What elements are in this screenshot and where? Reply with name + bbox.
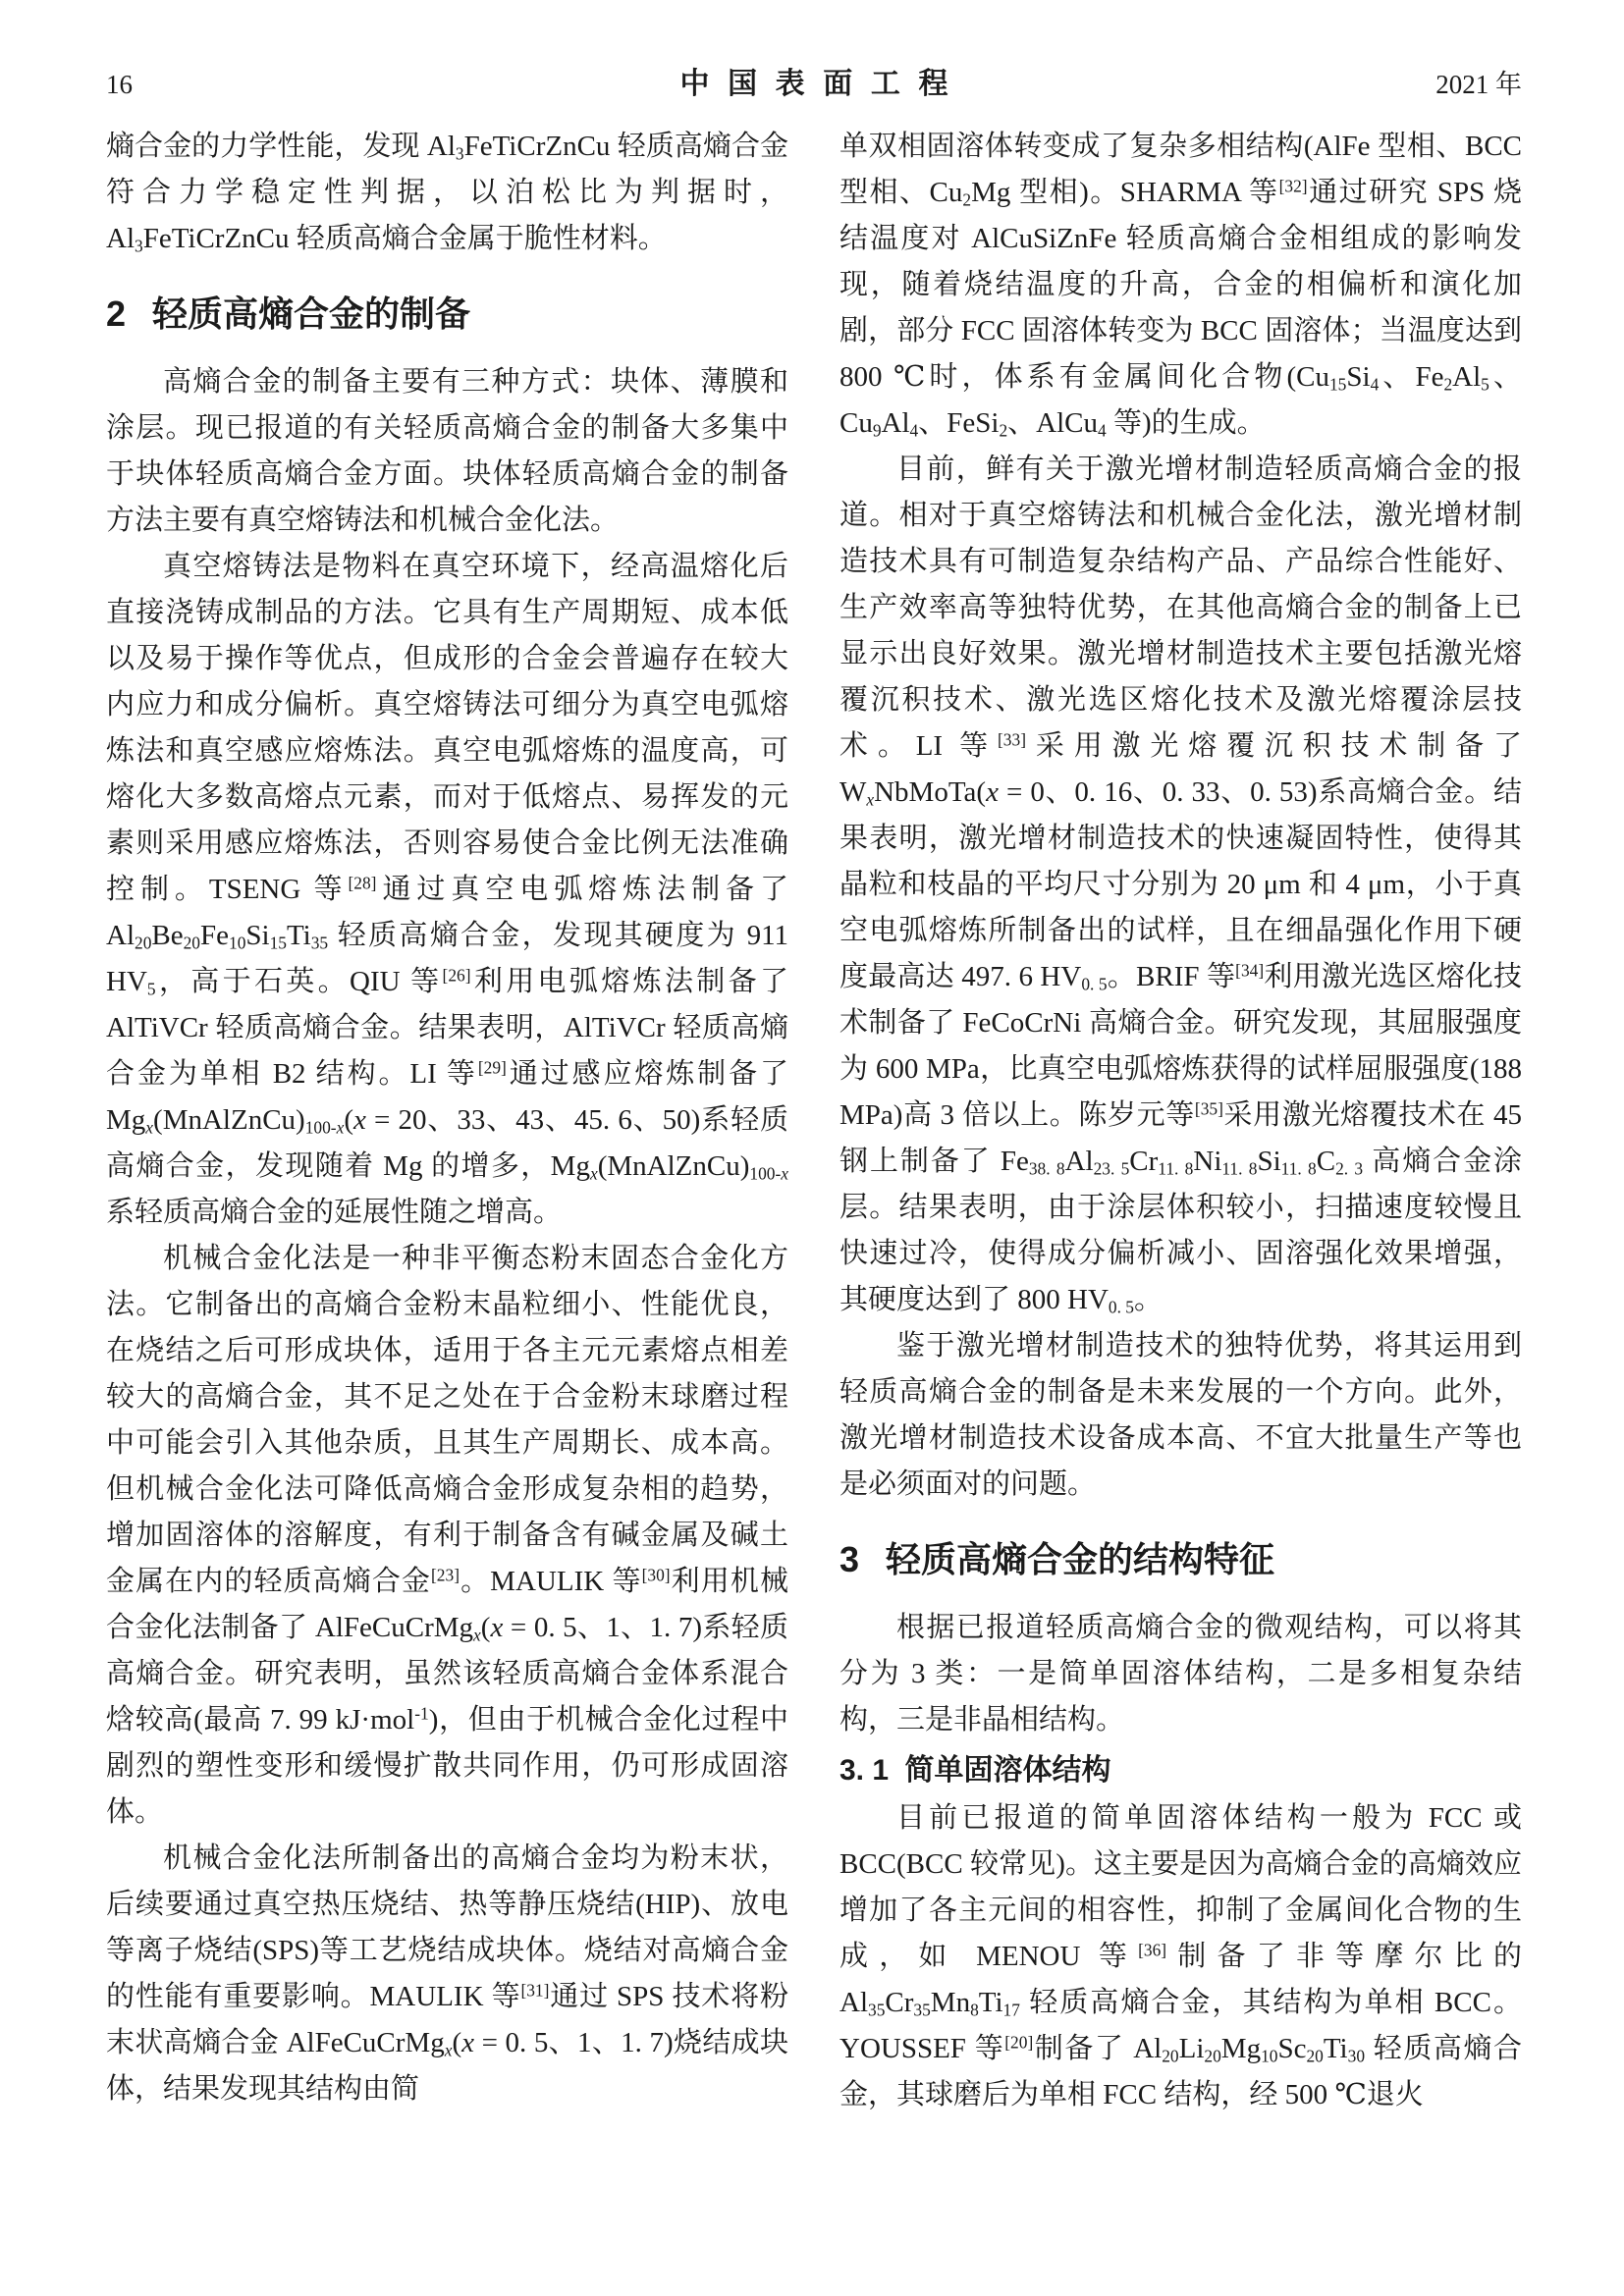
section-heading-2: [106, 292, 788, 336]
paragraph: 机械合金化法所制备出的高熵合金均为粉末状，后续要通过真空热压烧结、热等静压烧结(HIP)、放电等离子烧结(SPS)等工艺烧结成块体。烧结对高熵合金的性能有重要影响。MAULIK 等[31]通过 SPS 技术将粉末状高熵合金 AlFeCuCrMg$_x$(x = 0. 5、1、1. 7)烧结成块体，结果发现其结构由简: [106, 1842, 788, 2105]
two-column-body: [106, 124, 1522, 2118]
section-title: 轻质高熵合金的制备: [152, 294, 471, 334]
paragraph: 熵合金的力学性能，发现 $Al_3FeTiCrZnCu$ 轻质高熵合金符合力学稳定性判据，以泊松比为判据时，$Al_3FeTiCrZnCu$ 轻质高熵合金属于脆性材料。: [106, 131, 788, 256]
paragraph: 目前，鲜有关于激光增材制造轻质高熵合金的报道。相对于真空熔铸法和机械合金化法，激光增材制造技术具有可制造复杂结构产品、产品综合性能好、生产效率高等独特优势，在其他高熵合金的制备上已显示出良好效果。激光增材制造技术主要包括激光熔覆沉积技术、激光选区熔化技术及激光熔覆涂层技术。LI 等[33]采用激光熔覆沉积技术制备了 $W_xNbMoTa(x = 0$、0. 16、0. 33、0. 53)系高熵合金。结果表明，激光增材制造技术的快速凝固特性，使得其晶粒和枝晶的平均尺寸分别为 20 μm 和 4 μm，小于真空电弧熔炼所制备出的试样，且在细晶强化作用下硬度最高达 497. 6 $HV_{0. 5}$。BRIF 等[34]利用激光选区熔化技术制备了 FeCoCrNi 高熵合金。研究发现，其屈服强度为 600 MPa，比真空电弧熔炼获得的试样屈服强度(188 MPa)高 3 倍以上。陈岁元等[35]采用激光熔覆技术在 45 钢上制备了 $Fe_{38. 8}Al_{23. 5}Cr_{11. 8}Ni_{11. 8}Si_{11. 8}C_{2. 3}$ 高熵合金涂层。结果表明，由于涂层体积较小，扫描速度较慢且快速过冷，使得成分偏析减小、固溶强化效果增强，其硬度达到了 800 $HV_{0. 5}$。: [839, 454, 1523, 1317]
subsection-number: 3. 1: [839, 1754, 890, 1787]
paragraph: 鉴于激光增材制造技术的独特优势，将其运用到轻质高熵合金的制备是未来发展的一个方向。此外，激光增材制造技术设备成本高、不宜大批量生产等也是必须面对的问题。: [839, 1330, 1522, 1500]
paragraph: 单双相固溶体转变成了复杂多相结构(AlFe 型相、BCC 型相、$Cu_2Mg$ 型相)。SHARMA 等[32]通过研究 SPS 烧结温度对 AlCuSiZnFe 轻质高熵合金相组成的影响发现，随着烧结温度的升高，合金的相偏析和演化加剧，部分 FCC 固溶体转变为 BCC 固溶体；当温度达到 800 ℃时，体系有金属间化合物($Cu_{15}Si_4$、$Fe_2Al_5$、$Cu_9Al_4$、FeSi$_2$、AlCu$_4$ 等)的生成。: [839, 131, 1523, 441]
subsection-title: 简单固溶体结构: [904, 1754, 1111, 1787]
subsection-heading-3-1: [839, 1747, 1522, 1793]
section-number: 3: [839, 1539, 860, 1579]
page-number: 16: [106, 70, 133, 99]
section-number: 2: [106, 294, 127, 334]
paragraph: 根据已报道轻质高熵合金的微观结构，可以将其分为 3 类：一是简单固溶体结构，二是多相复杂结构，三是非晶相结构。: [839, 1612, 1522, 1735]
right-column: [839, 124, 1522, 2118]
paragraph: 高熵合金的制备主要有三种方式：块体、薄膜和涂层。现已报道的有关轻质高熵合金的制备大多集中于块体轻质高熵合金方面。块体轻质高熵合金的制备方法主要有真空熔铸法和机械合金化法。: [106, 366, 788, 536]
journal-title: 中国表面工程: [679, 68, 967, 100]
paragraph: 目前已报道的简单固溶体结构一般为 FCC 或 BCC(BCC 较常见)。这主要是因为高熵合金的高熵效应增加了各主元间的相容性，抑制了金属间化合物的生成，如 MENOU 等[36]制备了非等摩尔比的 $Al_{35}Cr_{35}Mn_8Ti_{17}$ 轻质高熵合金，其结构为单相 BCC。YOUSSEF 等[20]制备了 $Al_{20}Li_{20}Mg_{10}Sc_{20}Ti_{30}$ 轻质高熵合金，其球磨后为单相 FCC 结构，经 500 ℃退火: [839, 1802, 1522, 2110]
publication-year: 2021 年: [1435, 70, 1522, 99]
page-header: [106, 59, 1522, 102]
paragraph: 机械合金化法是一种非平衡态粉末固态合金化方法。它制备出的高熵合金粉末晶粒细小、性能优良，在烧结之后可形成块体，适用于各主元元素熔点相差较大的高熵合金，其不足之处在于合金粉末球磨过程中可能会引入其他杂质，且其生产周期长、成本高。但机械合金化法可降低高熵合金形成复杂相的趋势，增加固溶体的溶解度，有利于制备含有碱金属及碱土金属在内的轻质高熵合金[23]。MAULIK 等[30]利用机械合金化法制备了 AlFeCuCrMg$_x$(x = 0. 5、1、1. 7)系轻质高熵合金。研究表明，虽然该轻质高熵合金体系混合焓较高(最高 7. 99 kJ·mol$^{-1}$)，但由于机械合金化过程中剧烈的塑性变形和缓慢扩散共同作用，仍可形成固溶体。: [106, 1243, 788, 1828]
left-column: [106, 124, 788, 2118]
section-heading-3: [839, 1537, 1522, 1581]
paragraph: 真空熔铸法是物料在真空环境下，经高温熔化后直接浇铸成制品的方法。它具有生产周期短、成本低以及易于操作等优点，但成形的合金会普遍存在较大内应力和成分偏析。真空熔铸法可细分为真空电弧熔炼法和真空感应熔炼法。真空电弧熔炼的温度高，可熔化大多数高熔点元素，而对于低熔点、易挥发的元素则采用感应熔炼法，否则容易使合金比例无法准确控制。TSENG 等[28]通过真空电弧熔炼法制备了 $Al_{20}Be_{20}Fe_{10}Si_{15}Ti_{35}$ 轻质高熵合金，发现其硬度为 911 $HV_5$，高于石英。QIU 等[26]利用电弧熔炼法制备了 AlTiVCr 轻质高熵合金。结果表明，AlTiVCr 轻质高熵合金为单相 B2 结构。LI 等[29]通过感应熔炼制备了 $Mg_x(MnAlZnCu)_{100-x}(x = 20$、33、43、45. 6、50)系轻质高熵合金，发现随着 Mg 的增多，$Mg_x(MnAlZnCu)_{100-x}$ 系轻质高熵合金的延展性随之增高。: [106, 551, 788, 1228]
section-title: 轻质高熵合金的结构特征: [886, 1539, 1275, 1579]
